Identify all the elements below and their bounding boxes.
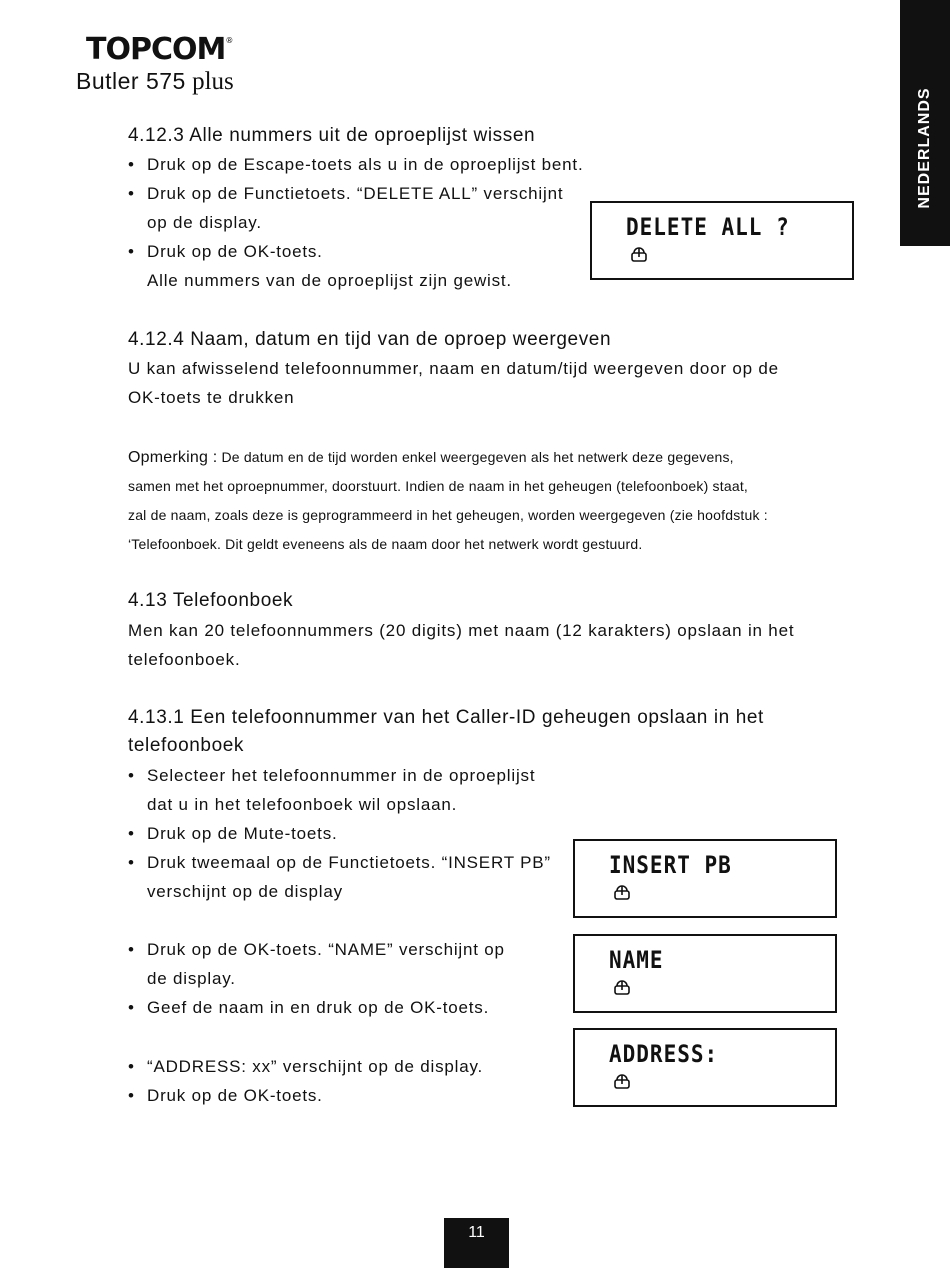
bullet-continuation: dat u in het telefoonboek wil opslaan.	[147, 795, 458, 814]
lcd-text: DELETE ALL ?	[626, 213, 790, 241]
brand-name: TOPCOM	[86, 32, 226, 67]
section-heading-4-12-4: 4.12.4 Naam, datum en tijd van de oproep weergeven	[128, 329, 612, 350]
handset-icon	[613, 978, 631, 996]
lcd-display-delete-all	[590, 201, 854, 280]
lcd-display-name	[573, 934, 837, 1013]
note-line: zal de naam, zoals deze is geprogrammeerd in het geheugen, worden weergegeven (zie hoofdstuk :	[128, 507, 768, 523]
lcd-text: INSERT PB	[609, 851, 732, 879]
paragraph-line: U kan afwisselend telefoonnummer, naam en datum/tijd weergeven door op de	[128, 359, 779, 378]
paragraph-line: OK-toets te drukken	[128, 388, 295, 407]
lcd-display-address	[573, 1028, 837, 1107]
note-line: samen met het oproepnummer, doorstuurt. Indien de naam in het geheugen (telefoonboek) staat,	[128, 478, 749, 494]
note-label: Opmerking :	[128, 449, 218, 466]
note-line: ‘Telefoonboek. Dit geldt eveneens als de naam door het netwerk wordt gestuurd.	[128, 536, 643, 552]
handset-icon	[630, 245, 648, 263]
bullet-continuation: op de display.	[147, 213, 262, 232]
page-number: 11	[444, 1218, 509, 1268]
section-heading-4-12-3: 4.12.3 Alle nummers uit de oproeplijst wissen	[128, 125, 536, 146]
bullet-continuation: Alle nummers van de oproeplijst zijn gewist.	[147, 271, 512, 290]
model-suffix: plus	[192, 68, 234, 95]
model-main: Butler 575	[76, 68, 186, 94]
section-heading-4-13-1: 4.13.1 Een telefoonnummer van het Caller-ID geheugen opslaan in het	[128, 707, 764, 728]
paragraph-line: telefoonboek.	[128, 650, 241, 669]
trademark-symbol: ®	[225, 36, 233, 45]
language-tab	[900, 0, 950, 246]
note-line: Opmerking : De datum en de tijd worden enkel weergegeven als het netwerk deze gegevens,	[128, 449, 734, 466]
lcd-text: NAME	[609, 946, 664, 974]
section-heading-4-13-1-cont: telefoonboek	[128, 735, 245, 756]
paragraph-line: Men kan 20 telefoonnummers (20 digits) met naam (12 karakters) opslaan in het	[128, 621, 795, 640]
lcd-text: ADDRESS:	[609, 1040, 719, 1068]
model-name	[76, 68, 234, 96]
handset-icon	[613, 883, 631, 901]
section-heading-4-13: 4.13 Telefoonboek	[128, 590, 294, 611]
bullet-continuation: de display.	[147, 969, 236, 988]
lcd-display-insert-pb	[573, 839, 837, 918]
bullet-continuation: verschijnt op de display	[147, 882, 343, 901]
brand-logo	[86, 32, 232, 67]
handset-icon	[613, 1072, 631, 1090]
language-tab-label: NEDERLANDS	[916, 87, 933, 209]
